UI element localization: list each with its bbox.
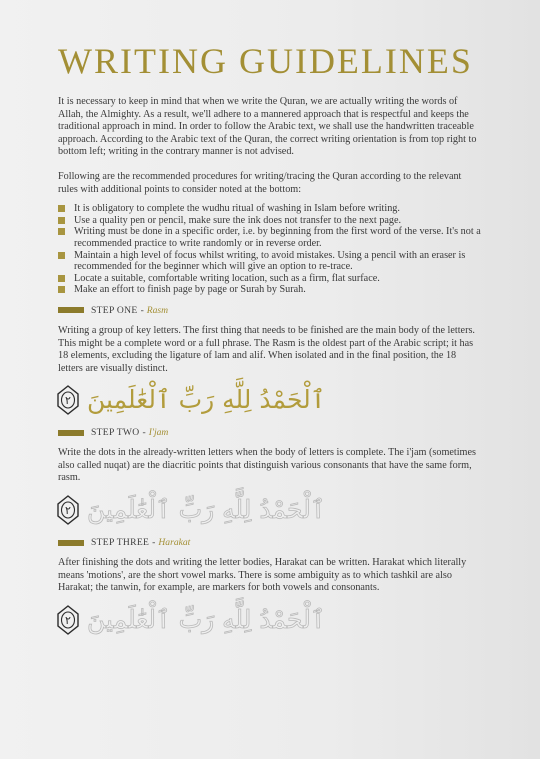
verse-ijam: ٱلْحَمْدُ لِلَّهِ رَبِّ ٱلْعَٰلَمِينَ: [87, 495, 326, 525]
verse-end-marker-icon: [55, 495, 81, 525]
step-one-calligraphy: [55, 383, 482, 417]
verse-number: ٢: [65, 394, 71, 408]
verse-rasm: ٱلْحَمْدُ لِلَّهِ رَبِّ ٱلْعَٰلَمِينَ: [87, 385, 326, 415]
rules-list: [58, 203, 482, 296]
step-separator: -: [142, 427, 146, 439]
verse-harakat: ٱلْحَمْدُ لِلَّهِ رَبِّ ٱلْعَٰلَمِينَ: [87, 604, 326, 634]
step-two-header: [58, 427, 482, 438]
step-label: STEP THREE: [91, 537, 150, 549]
step-one-header: [58, 305, 482, 316]
step-name: Harakat: [158, 537, 191, 549]
rule-text: It is obligatory to complete the wudhu ritual of washing in Islam before writing.: [74, 203, 400, 215]
step-separator: -: [140, 304, 144, 316]
step-two-text: Write the dots in the already-written letters when the body of letters is complete. The i'jam (sometimes also called nuqat) are the diacritic points that distinguish various consonants that have the same form, rasm.: [58, 447, 476, 484]
intro-paragraph: It is necessary to keep in mind that when we write the Quran, we are actually writing the words of Allah, the Almighty. As a result, we'll adhere to a mannered approach that is respectful and keeps the traditional approach in mind. In order to follow the Arabic text, we shall use the handwritten traceable approach. According to the Arabic text of the Quran, the correct writing orientation is from top right to bottom left; writing in the contrary manner is not advised.: [58, 96, 477, 158]
rule-item: [58, 226, 482, 249]
step-name: I'jam: [148, 427, 169, 439]
rule-item: [58, 215, 482, 227]
step-name: Rasm: [146, 304, 169, 316]
rule-text: Locate a suitable, comfortable writing location, such as a firm, flat surface.: [74, 272, 380, 284]
square-bullet-icon: [58, 228, 65, 235]
square-bullet-icon: [58, 275, 65, 282]
step-bar-icon: [58, 540, 84, 546]
procedures-intro: Following are the recommended procedures for writing/tracing the Quran according to the relevant rules with additional points to consider noted at the bottom:: [58, 170, 462, 195]
rule-item: [58, 203, 482, 215]
verse-end-marker-icon: [55, 605, 81, 635]
step-three-text: After finishing the dots and writing the letter bodies, Harakat can be written. Harakat which literally means 'motions', are the short vowel marks. There is some ambiguity as to which tashkil are also Harakat; the tanwin, for example, are markers for both vowels and consonants.: [58, 557, 467, 594]
step-bar-icon: [58, 430, 84, 436]
rule-item: [58, 250, 482, 273]
step-label: STEP TWO: [91, 427, 140, 439]
rule-text: Use a quality pen or pencil, make sure the ink does not transfer to the next page.: [74, 214, 402, 226]
square-bullet-icon: [58, 217, 65, 224]
step-one-text: Writing a group of key letters. The first thing that needs to be finished are the main body of the letters. This might be a complete word or a full phrase. The Rasm is the oldest part of the Arabic script; it has 18 elements, excluding the ligature of lam and alif. When isolated and in the final position, the 18 letters are visually distinct.: [58, 324, 475, 374]
verse-number: ٢: [65, 504, 71, 518]
rule-item: [58, 273, 482, 285]
rule-text: Writing must be done in a specific order, i.e. by beginning from the first word of the verse. It's not a recommended practice to write randomly or in reverse order.: [74, 226, 481, 249]
step-two-calligraphy: [55, 493, 482, 527]
rule-text: Maintain a high level of focus whilst writing, to avoid mistakes. Using a pencil with an eraser is recommended for the beginner which will give an option to re-trace.: [74, 249, 466, 273]
step-three-header: [58, 537, 482, 548]
verse-number: ٢: [65, 613, 71, 627]
square-bullet-icon: [58, 205, 65, 212]
page-title: WRITING GUIDELINES: [58, 41, 473, 81]
rule-text: Make an effort to finish page by page or Surah by Surah.: [74, 284, 306, 296]
square-bullet-icon: [58, 252, 65, 259]
step-three-calligraphy: [55, 603, 482, 637]
square-bullet-icon: [58, 286, 65, 293]
step-bar-icon: [58, 307, 84, 313]
verse-end-marker-icon: [55, 385, 81, 415]
rule-item: [58, 284, 482, 296]
step-label: STEP ONE: [91, 304, 138, 316]
step-separator: -: [152, 537, 156, 549]
